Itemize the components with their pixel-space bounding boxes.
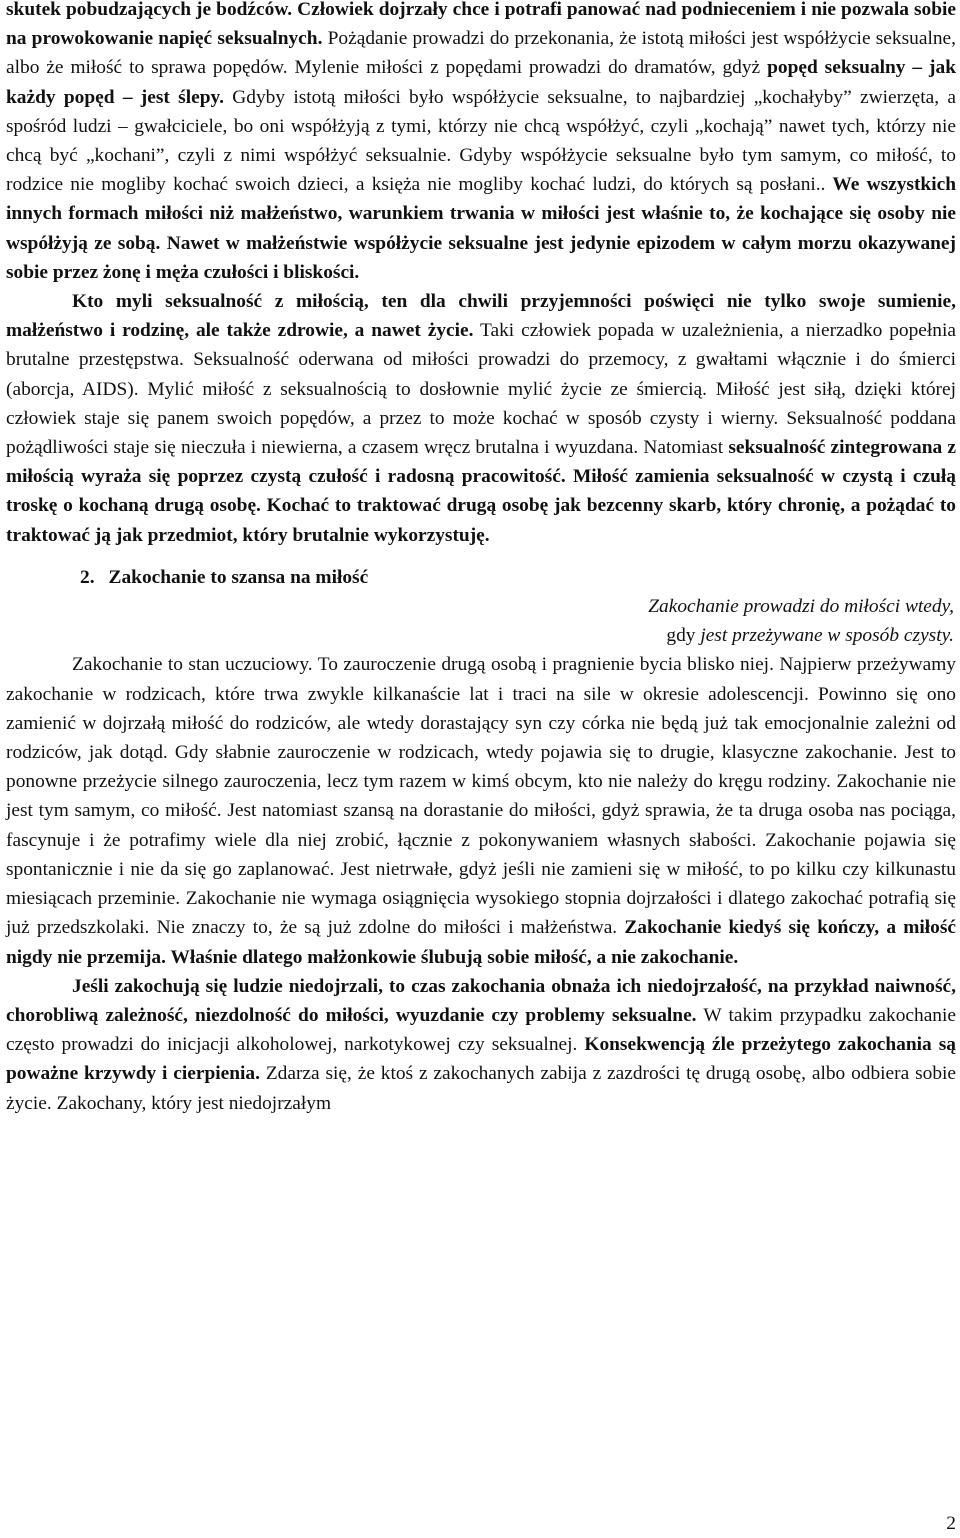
- section-number: 2.: [80, 566, 95, 588]
- paragraph-1-text: Pożądanie prowadzi do przekonania, że istotą miłości jest współżycie seksualne, albo że miłość to sprawa popędów. Mylenie miłości z popędami prowadzi do dramatów, gdyż: [6, 28, 956, 79]
- section-heading: [80, 563, 956, 592]
- motto-line-1: Zakochanie prowadzi do miłości wtedy,: [648, 596, 954, 618]
- paragraph-4-text-continued: Zdarza się, że ktoś z zakochanych zabija z zazdrości tę drugą osobę, albo odbiera sobie życie. Zakochany, który jest niedojrzałym: [6, 1063, 957, 1114]
- page-number: 2: [946, 1513, 956, 1534]
- paragraph-1-bold-closing: We wszystkich innych formach miłości niż małżeństwo, warunkiem trwania w miłości jest właśnie to, że kochające się osoby nie współżyją ze sobą. Nawet w małżeństwie współżycie seksualne jest jedynie epizodem w całym morzu okazywanej sobie przez żonę i męża czułości i bliskości.: [6, 174, 956, 283]
- motto: [6, 592, 956, 650]
- body-text: [6, 0, 956, 1118]
- motto-line-2-italic: jest przeżywane w sposób czysty.: [700, 625, 954, 647]
- paragraph-4-bold-statement: Konsekwencją źle przeżytego zakochania są poważne krzywdy i cierpienia.: [6, 1034, 956, 1085]
- paragraph-1-text-continued: Gdyby istotą miłości było współżycie seksualne, to najbardziej „kochałyby” zwierzęta, a spośród ludzi – gwałciciele, bo oni współżyją z tymi, którzy nie chcą współżyć, czyli „kochają” nawet tych, którzy nie chcą być „kochani”, czyli z nimi współżyć seksualnie. Gdyby współżycie seksualne było tym samym, co miłość, to rodzice nie mogliby kochać swoich dzieci, a księża nie mogliby kochać ludzi, do których są posłani..: [6, 86, 957, 196]
- paragraph-2-bold-closing: seksualność zintegrowana z miłością wyraża się poprzez czystą czułość i radosną pracowitość. Miłość zamienia seksualność w czystą i czułą troskę o kochaną drugą osobę. Kochać to traktować drugą osobę jak bezcenny skarb, który chronię, a pożądać to traktować ją jak przedmiot, który brutalnie wykorzystuję.: [6, 437, 956, 546]
- paragraph-4: [6, 972, 956, 1118]
- paragraph-3-bold-closing: Zakochanie kiedyś się kończy, a miłość nigdy nie przemija. Właśnie dlatego małżonkowie ślubują sobie miłość, a nie zakochanie.: [6, 917, 956, 968]
- paragraph-2-bold-opening: Kto myli seksualność z miłością, ten dla chwili przyjemności poświęci nie tylko swoje sumienie, małżeństwo i rodzinę, ale także zdrowie, a nawet życie.: [6, 291, 956, 342]
- motto-line-2-plain: gdy: [666, 625, 701, 647]
- paragraph-1: [6, 0, 956, 287]
- paragraph-1-bold-opening: skutek pobudzających je bodźców. Człowiek dojrzały chce i potrafi panować nad podnieceniem i nie pozwala sobie na prowokowanie napięć seksualnych.: [6, 0, 956, 50]
- paragraph-3: [6, 650, 956, 971]
- paragraph-4-bold-opening: Jeśli zakochują się ludzie niedojrzali, to czas zakochania obnaża ich niedojrzałość, na przykład naiwność, chorobliwą zależność, niezdolność do miłości, wyuzdanie czy problemy seksualne.: [6, 975, 956, 1026]
- paragraph-2: [6, 287, 956, 550]
- paragraph-2-text: Taki człowiek popada w uzależnienia, a nierzadko popełnia brutalne przestępstwa. Seksualność oderwana od miłości prowadzi do przemocy, z gwałtami włącznie i do śmierci (aborcja, AIDS). Mylić miłość z seksualnością to dosłownie mylić życie ze śmiercią. Miłość jest siłą, dzięki której człowiek staje się panem swoich popędów, a przez to może kochać w sposób czysty i wierny. Seksualność poddana pożądliwości staje się nieczuła i niewierna, a czasem wręcz brutalna i wyuzdana. Natomiast: [6, 320, 956, 459]
- paragraph-3-text: Zakochanie to stan uczuciowy. To zauroczenie drugą osobą i pragnienie bycia blisko niej. Najpierw przeżywamy zakochanie w rodzicach, które trwa zwykle kilkanaście lat i traci na sile w okresie adolescencji. Powinno się ono zamienić w dojrzałą miłość do rodziców, ale wtedy dorastający syn czy córka nie będą już tak emocjonalnie zależni od rodziców, jak dotąd. Gdy słabnie zauroczenie w rodzicach, wtedy pojawia się to drugie, klasyczne zakochanie. Jest to ponowne przeżycie silnego zauroczenia, lecz tym razem w kimś obcym, kto nie należy do kręgu rodziny. Zakochanie nie jest tym samym, co miłość. Jest natomiast szansą na dorastanie do miłości, gdyż sprawia, że ta druga osoba nas pociąga, fascynuje i że potrafimy wiele dla niej zrobić, łącznie z pokonywaniem własnych słabości. Zakochanie pojawia się spontanicznie i nie da się go zaplanować. Jest nietrwałe, gdyż jeśli nie zamieni się w miłość, to po kilku czy kilkunastu miesiącach przeminie. Zakochanie nie wymaga osiągnięcia wysokiego stopnia dojrzałości i dlatego zakochać potrafią się już przedszkolaki. Nie znaczy to, że są już zdolne do miłości i małżeństwa.: [6, 654, 956, 939]
- paragraph-1-bold-statement: popęd seksualny – jak każdy popęd – jest ślepy.: [6, 57, 956, 108]
- paragraph-4-text: W takim przypadku zakochanie często prowadzi do inicjacji alkoholowej, narkotykowej czy seksualnej.: [6, 1004, 956, 1056]
- section-title: Zakochanie to szansa na miłość: [108, 566, 369, 588]
